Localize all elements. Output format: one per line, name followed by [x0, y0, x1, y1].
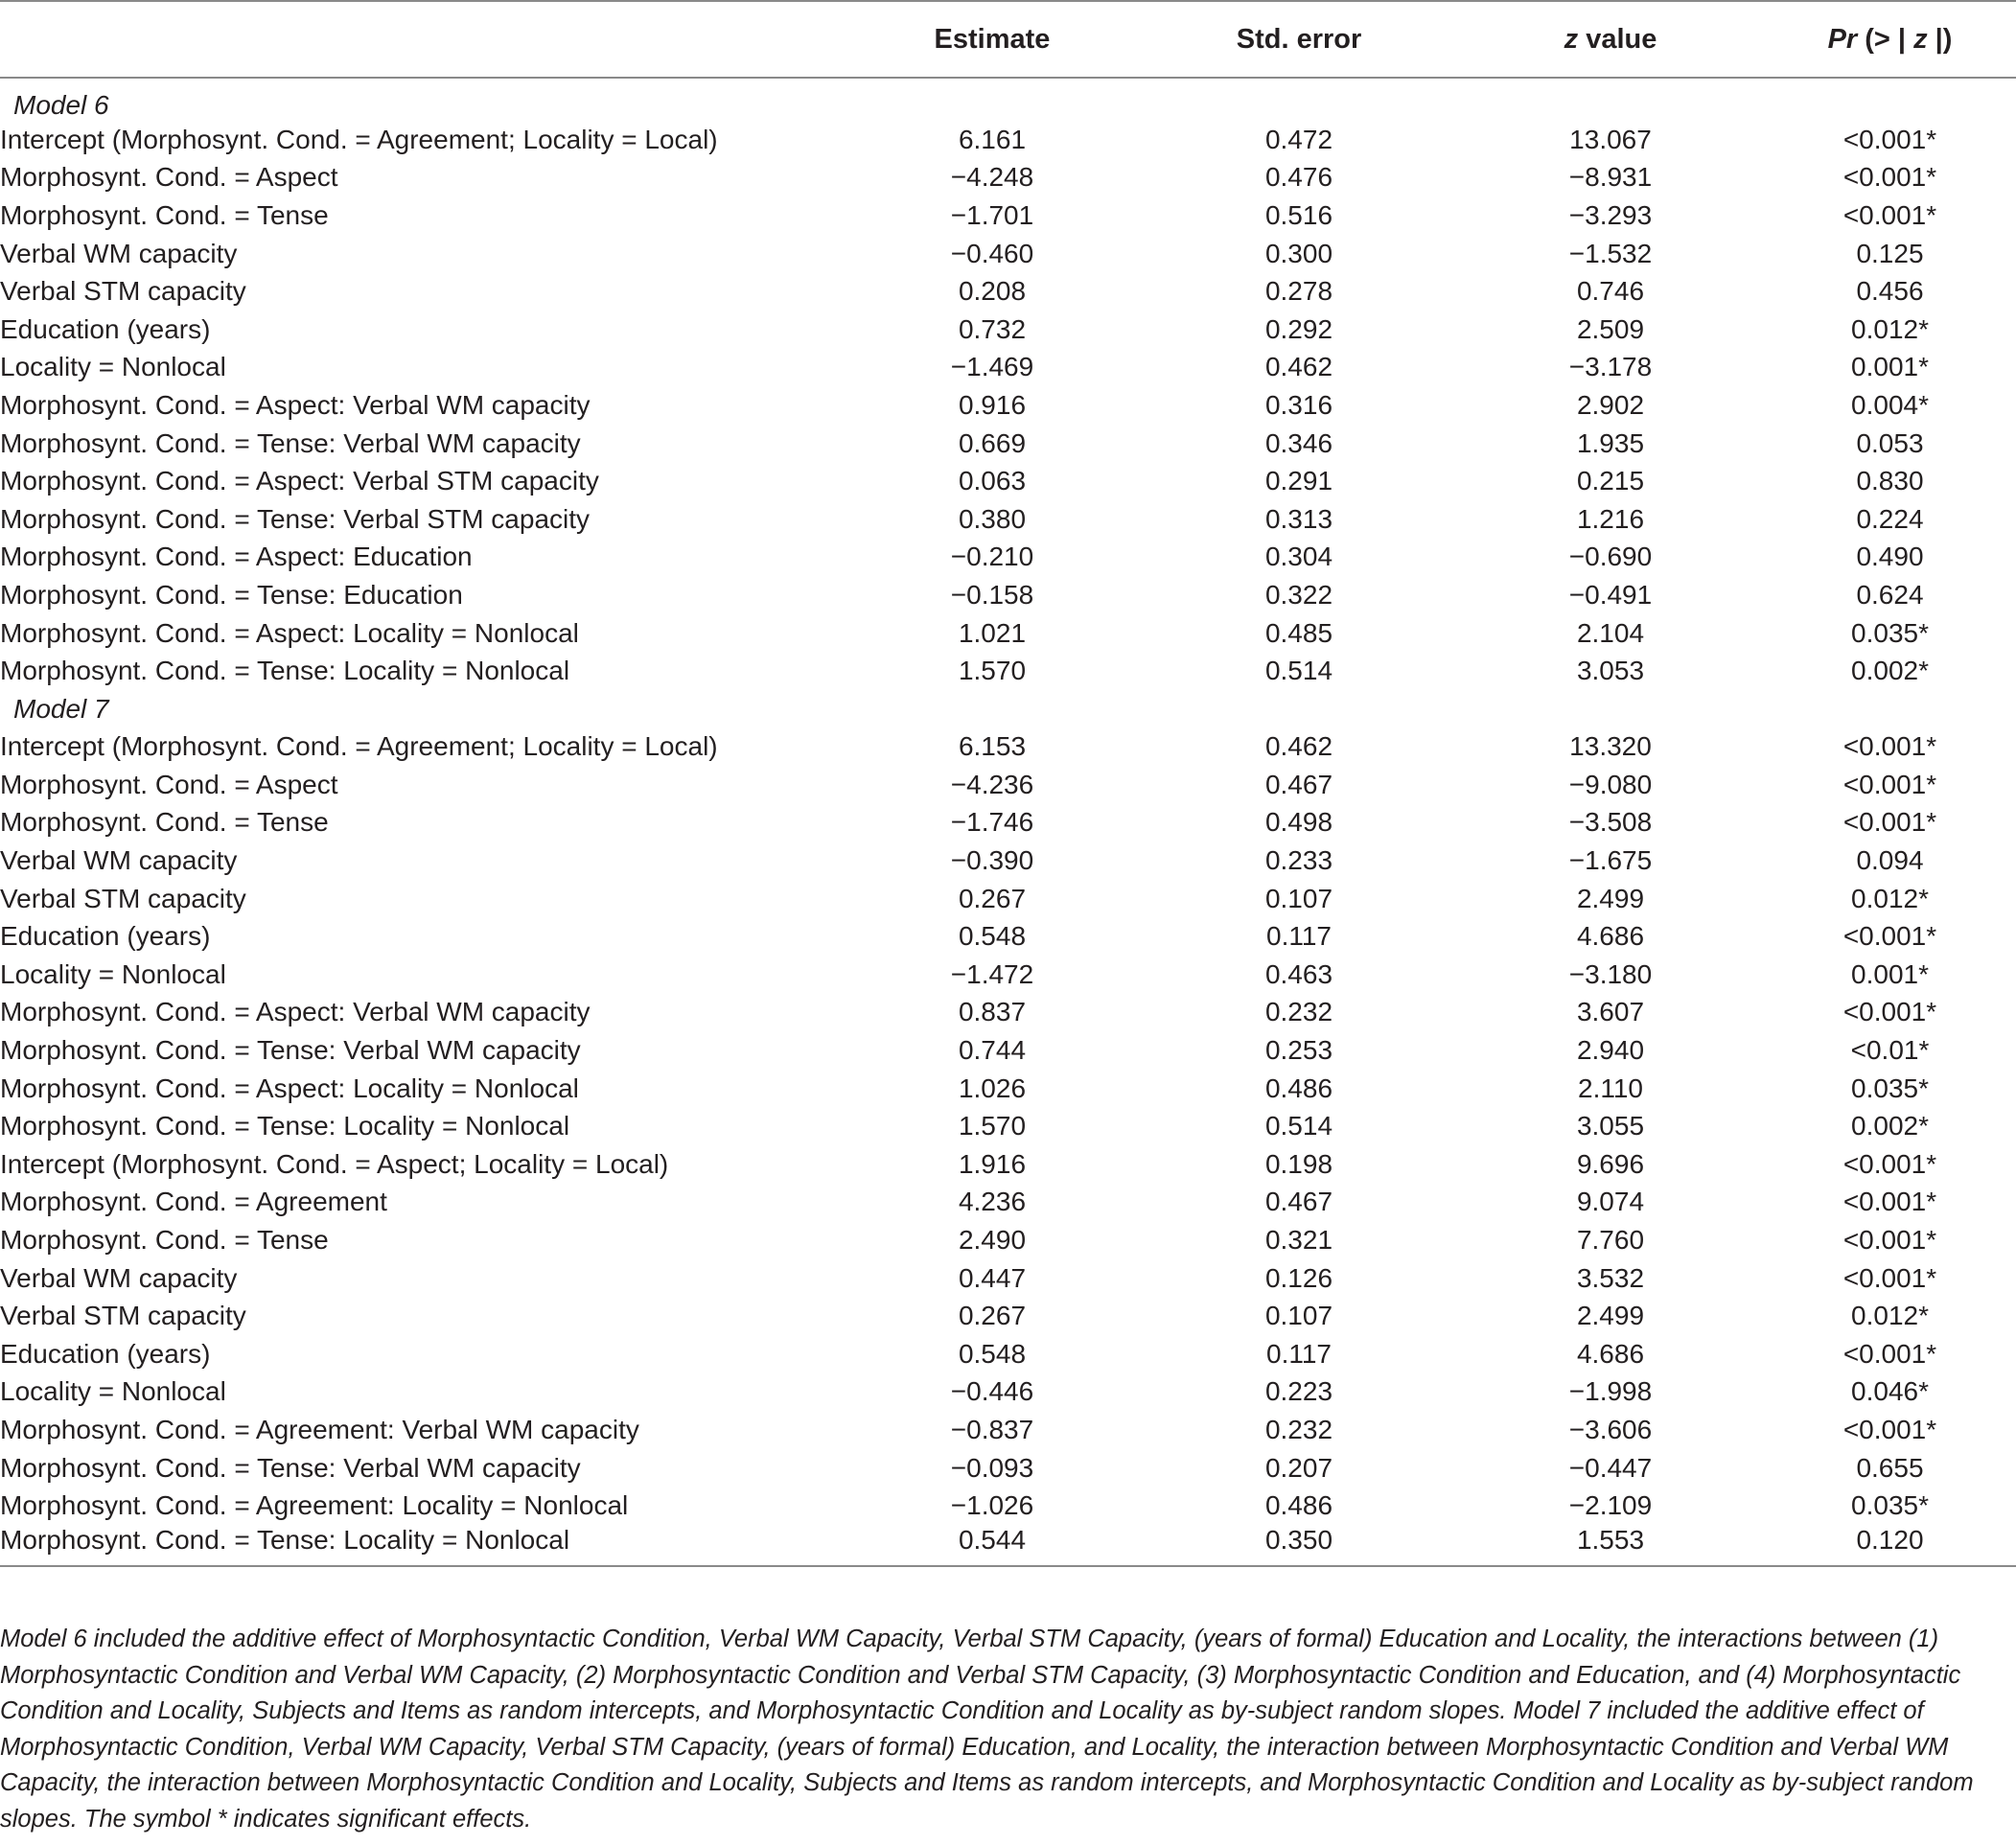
std-error-cell: 0.462 — [1264, 731, 1333, 762]
estimate-cell: 1.026 — [958, 1072, 1027, 1103]
term-cell: Morphosynt. Cond. = Tense: Education — [0, 579, 463, 610]
term-cell: Morphosynt. Cond. = Tense: Verbal WM capacity — [0, 427, 581, 458]
z-value-cell: −0.491 — [1568, 579, 1653, 610]
header-z-suffix: value — [1578, 23, 1657, 55]
term-cell: Morphosynt. Cond. = Tense: Locality = Nonlocal — [0, 1524, 570, 1555]
std-error-cell: 0.304 — [1264, 542, 1333, 572]
std-error-cell: 0.321 — [1264, 1225, 1333, 1256]
estimate-cell: −1.701 — [950, 199, 1034, 230]
p-value-cell: <0.001* — [1842, 1187, 1937, 1217]
std-error-cell: 0.253 — [1264, 1035, 1333, 1066]
estimate-cell: −4.236 — [950, 769, 1034, 799]
term-cell: Morphosynt. Cond. = Tense: Locality = Nonlocal — [0, 1111, 570, 1142]
p-value-cell: <0.001* — [1842, 162, 1937, 193]
estimate-cell: −0.837 — [950, 1414, 1034, 1444]
term-cell: Morphosynt. Cond. = Aspect — [0, 162, 338, 193]
z-value-cell: 0.746 — [1576, 276, 1645, 307]
std-error-cell: 0.291 — [1264, 466, 1333, 496]
std-error-cell: 0.117 — [1266, 921, 1332, 952]
term-cell: Education (years) — [0, 1338, 211, 1369]
z-value-cell: −3.508 — [1568, 807, 1653, 838]
estimate-cell: 0.544 — [958, 1524, 1027, 1555]
term-cell: Morphosynt. Cond. = Aspect: Education — [0, 542, 473, 572]
table-row — [0, 1031, 2016, 1070]
std-error-cell: 0.117 — [1266, 1338, 1332, 1369]
header-z-symbol: z — [1564, 23, 1579, 55]
z-value-cell: −2.109 — [1568, 1490, 1653, 1521]
p-value-cell: 0.125 — [1856, 238, 1924, 268]
std-error-cell: 0.107 — [1264, 1301, 1333, 1331]
std-error-cell: 0.126 — [1264, 1262, 1333, 1293]
table-header — [0, 1, 2016, 78]
table-row — [0, 196, 2016, 235]
term-cell: Morphosynt. Cond. = Aspect: Locality = Nonlocal — [0, 617, 579, 648]
p-value-cell: 0.053 — [1856, 427, 1924, 458]
estimate-cell: 0.837 — [958, 997, 1027, 1027]
header-p-pr: Pr — [1827, 23, 1858, 55]
z-value-cell: −1.675 — [1568, 845, 1653, 876]
estimate-cell: 0.916 — [958, 389, 1027, 420]
p-value-cell: <0.001* — [1842, 997, 1937, 1027]
estimate-cell: 0.267 — [958, 883, 1027, 913]
table-row — [0, 614, 2016, 653]
std-error-cell: 0.300 — [1264, 238, 1333, 268]
estimate-cell: −0.390 — [950, 845, 1034, 876]
estimate-cell: −1.026 — [950, 1490, 1034, 1521]
z-value-cell: 2.509 — [1576, 313, 1645, 344]
p-value-cell: 0.046* — [1851, 1376, 1929, 1407]
table-row — [0, 349, 2016, 387]
header-term — [0, 1, 844, 78]
table-row — [0, 1107, 2016, 1145]
z-value-cell: 2.499 — [1576, 883, 1645, 913]
term-cell: Intercept (Morphosynt. Cond. = Agreement; Locality = Local) — [0, 731, 718, 762]
z-value-cell: −3.293 — [1568, 199, 1653, 230]
z-value-cell: 1.553 — [1576, 1524, 1645, 1555]
table-row — [0, 1335, 2016, 1373]
term-cell: Locality = Nonlocal — [0, 1376, 226, 1407]
estimate-cell: 0.548 — [958, 921, 1027, 952]
p-value-cell: <0.001* — [1842, 124, 1937, 154]
estimate-cell: 0.208 — [958, 276, 1027, 307]
std-error-cell: 0.486 — [1264, 1490, 1333, 1521]
section-header-row — [0, 78, 2016, 121]
table-row — [0, 956, 2016, 994]
estimate-cell: −0.460 — [950, 238, 1034, 268]
z-value-cell: 2.940 — [1576, 1035, 1645, 1066]
section-label: Model 6 — [13, 90, 109, 120]
p-value-cell: 0.002* — [1851, 656, 1929, 686]
header-z-value — [1457, 1, 1764, 78]
z-value-cell: 2.110 — [1578, 1072, 1643, 1103]
table-row — [0, 425, 2016, 463]
p-value-cell: 0.490 — [1856, 542, 1924, 572]
term-cell: Morphosynt. Cond. = Agreement: Verbal WM capacity — [0, 1414, 639, 1444]
term-cell: Locality = Nonlocal — [0, 958, 226, 989]
estimate-cell: 6.161 — [958, 124, 1027, 154]
term-cell: Education (years) — [0, 313, 211, 344]
p-value-cell: 0.624 — [1856, 579, 1924, 610]
estimate-cell: −1.746 — [950, 807, 1034, 838]
p-value-cell: <0.001* — [1842, 1338, 1937, 1369]
table-row — [0, 728, 2016, 767]
term-cell: Morphosynt. Cond. = Aspect: Verbal WM capacity — [0, 389, 591, 420]
table-row — [0, 1297, 2016, 1335]
p-value-cell: 0.035* — [1851, 617, 1929, 648]
estimate-cell: 0.447 — [958, 1262, 1027, 1293]
header-p-close: |) — [1927, 23, 1953, 55]
p-value-cell: 0.830 — [1856, 466, 1924, 496]
table-row — [0, 1259, 2016, 1298]
z-value-cell: 3.055 — [1576, 1111, 1645, 1142]
p-value-cell: 0.012* — [1851, 883, 1929, 913]
table-row — [0, 159, 2016, 197]
z-value-cell: 13.067 — [1569, 124, 1652, 154]
table-bottom-rule — [0, 1565, 2016, 1567]
header-p-value — [1764, 1, 2016, 78]
p-value-cell: 0.012* — [1851, 1301, 1929, 1331]
term-cell: Morphosynt. Cond. = Tense — [0, 1225, 329, 1256]
std-error-cell: 0.472 — [1264, 124, 1333, 154]
term-cell: Intercept (Morphosynt. Cond. = Agreement; Locality = Local) — [0, 124, 718, 154]
z-value-cell: 7.760 — [1576, 1225, 1645, 1256]
table-row — [0, 500, 2016, 539]
p-value-cell: 0.655 — [1856, 1452, 1924, 1483]
estimate-cell: 6.153 — [958, 731, 1027, 762]
z-value-cell: 3.532 — [1576, 1262, 1645, 1293]
table-footnote: Model 6 included the additive effect of Morphosyntactic Condition, Verbal WM Capacity, Verbal STM Capacity, (years of formal) Education and Locality, the interactions between (1) Morphosyntactic Condition and Verbal WM Capacity, (2) Morphosyntactic Condition and Verbal STM Capacity, (3) Morphosyntactic Condition and Education, and (4) Morphosyntactic Condition and Locality, Subjects and Items as random intercepts, and Morphosyntactic Condition and Locality as by-subject random slopes. Model 7 included the additive effect of Morphosyntactic Condition, Verbal WM Capacity, Verbal STM Capacity, (years of formal) Education, and Locality, the interaction between Morphosyntactic Condition and Verbal WM Capacity, the interaction between Morphosyntactic Condition and Locality, Subjects and Items as random intercepts, and Morphosyntactic Condition and Locality as by-subject random slopes. The symbol * indicates significant effects. — [0, 1626, 1974, 1833]
z-value-cell: 4.686 — [1576, 921, 1645, 952]
term-cell: Verbal WM capacity — [0, 1262, 238, 1293]
table-row — [0, 576, 2016, 614]
header-estimate: Estimate — [844, 1, 1141, 78]
p-value-cell: <0.01* — [1850, 1035, 1930, 1066]
std-error-cell: 0.198 — [1264, 1148, 1333, 1179]
p-value-cell: <0.001* — [1842, 1225, 1937, 1256]
table-row — [0, 462, 2016, 500]
estimate-cell: −0.210 — [950, 542, 1034, 572]
p-value-cell: 0.094 — [1856, 845, 1924, 876]
z-value-cell: −8.931 — [1568, 162, 1653, 193]
std-error-cell: 0.316 — [1264, 389, 1333, 420]
term-cell: Verbal STM capacity — [0, 883, 246, 913]
std-error-cell: 0.233 — [1264, 845, 1333, 876]
term-cell: Education (years) — [0, 921, 211, 952]
std-error-cell: 0.232 — [1264, 997, 1333, 1027]
std-error-cell: 0.514 — [1264, 1111, 1333, 1142]
estimate-cell: 0.063 — [958, 466, 1027, 496]
estimate-cell: −1.469 — [950, 352, 1034, 382]
table-row — [0, 652, 2016, 690]
term-cell: Locality = Nonlocal — [0, 352, 226, 382]
term-cell: Verbal STM capacity — [0, 1301, 246, 1331]
std-error-cell: 0.462 — [1264, 352, 1333, 382]
std-error-cell: 0.486 — [1264, 1072, 1333, 1103]
p-value-cell: <0.001* — [1842, 769, 1937, 799]
section-label: Model 7 — [13, 693, 109, 724]
std-error-cell: 0.313 — [1264, 503, 1333, 534]
table-row — [0, 1449, 2016, 1488]
p-value-cell: 0.120 — [1856, 1524, 1924, 1555]
table-row — [0, 1373, 2016, 1412]
estimate-cell: −4.248 — [950, 162, 1034, 193]
p-value-cell: 0.001* — [1851, 958, 1929, 989]
p-value-cell: 0.012* — [1851, 313, 1929, 344]
table-row — [0, 1221, 2016, 1259]
estimate-cell: 0.669 — [958, 427, 1027, 458]
std-error-cell: 0.516 — [1264, 199, 1333, 230]
z-value-cell: 9.074 — [1576, 1187, 1645, 1217]
estimate-cell: −0.446 — [950, 1376, 1034, 1407]
z-value-cell: −0.690 — [1568, 542, 1653, 572]
estimate-cell: 4.236 — [958, 1187, 1027, 1217]
table-row — [0, 1184, 2016, 1222]
table-row — [0, 235, 2016, 273]
p-value-cell: 0.224 — [1856, 503, 1924, 534]
std-error-cell: 0.467 — [1264, 769, 1333, 799]
z-value-cell: −1.998 — [1568, 1376, 1653, 1407]
table-row — [0, 121, 2016, 159]
table-row — [0, 311, 2016, 349]
p-value-cell: <0.001* — [1842, 199, 1937, 230]
estimate-cell: 1.570 — [958, 1111, 1027, 1142]
std-error-cell: 0.463 — [1264, 958, 1333, 989]
estimate-cell: 1.021 — [958, 617, 1027, 648]
std-error-cell: 0.292 — [1264, 313, 1333, 344]
p-value-cell: <0.001* — [1842, 807, 1937, 838]
z-value-cell: 2.104 — [1576, 617, 1645, 648]
term-cell: Verbal WM capacity — [0, 845, 238, 876]
std-error-cell: 0.278 — [1264, 276, 1333, 307]
z-value-cell: −1.532 — [1568, 238, 1653, 268]
term-cell: Verbal STM capacity — [0, 276, 246, 307]
p-value-cell: <0.001* — [1842, 1148, 1937, 1179]
std-error-cell: 0.476 — [1264, 162, 1333, 193]
z-value-cell: 13.320 — [1569, 731, 1652, 762]
std-error-cell: 0.207 — [1264, 1452, 1333, 1483]
p-value-cell: 0.035* — [1851, 1490, 1929, 1521]
table-row — [0, 804, 2016, 842]
estimate-cell: 0.267 — [958, 1301, 1027, 1331]
header-p-open: (> | — [1857, 23, 1914, 55]
p-value-cell: <0.001* — [1842, 921, 1937, 952]
estimate-cell: 0.732 — [958, 313, 1027, 344]
z-value-cell: 3.053 — [1576, 656, 1645, 686]
header-row — [0, 1, 2016, 78]
term-cell: Morphosynt. Cond. = Tense: Verbal WM capacity — [0, 1035, 581, 1066]
z-value-cell: 2.499 — [1576, 1301, 1645, 1331]
term-cell: Morphosynt. Cond. = Aspect: Locality = Nonlocal — [0, 1072, 579, 1103]
std-error-cell: 0.514 — [1264, 656, 1333, 686]
section-header-row — [0, 690, 2016, 728]
table-row — [0, 1145, 2016, 1184]
z-value-cell: 1.935 — [1576, 427, 1645, 458]
p-value-cell: <0.001* — [1842, 1262, 1937, 1293]
table-row — [0, 272, 2016, 311]
table-row — [0, 1487, 2016, 1525]
term-cell: Morphosynt. Cond. = Aspect — [0, 769, 338, 799]
z-value-cell: 0.215 — [1576, 466, 1645, 496]
z-value-cell: 4.686 — [1576, 1338, 1645, 1369]
table-body — [0, 78, 2016, 1565]
table-row — [0, 880, 2016, 918]
p-value-cell: <0.001* — [1842, 1414, 1937, 1444]
z-value-cell: −3.180 — [1568, 958, 1653, 989]
table-row — [0, 1411, 2016, 1449]
std-error-cell: 0.467 — [1264, 1187, 1333, 1217]
estimate-cell: 1.570 — [958, 656, 1027, 686]
std-error-cell: 0.346 — [1264, 427, 1333, 458]
std-error-cell: 0.107 — [1264, 883, 1333, 913]
header-std-error: Std. error — [1141, 1, 1457, 78]
p-value-cell: 0.001* — [1851, 352, 1929, 382]
estimate-cell: −0.158 — [950, 579, 1034, 610]
table-row — [0, 1070, 2016, 1108]
std-error-cell: 0.322 — [1264, 579, 1333, 610]
estimate-cell: 2.490 — [958, 1225, 1027, 1256]
table-row — [0, 766, 2016, 804]
std-error-cell: 0.350 — [1264, 1524, 1333, 1555]
term-cell: Intercept (Morphosynt. Cond. = Aspect; Locality = Local) — [0, 1148, 669, 1179]
std-error-cell: 0.223 — [1264, 1376, 1333, 1407]
p-value-cell: 0.456 — [1856, 276, 1924, 307]
table-row — [0, 917, 2016, 956]
term-cell: Morphosynt. Cond. = Tense: Locality = Nonlocal — [0, 656, 570, 686]
z-value-cell: −9.080 — [1568, 769, 1653, 799]
estimate-cell: −0.093 — [950, 1452, 1034, 1483]
table-row — [0, 386, 2016, 425]
p-value-cell: 0.002* — [1851, 1111, 1929, 1142]
header-p-z: z — [1913, 23, 1928, 55]
term-cell: Morphosynt. Cond. = Tense — [0, 199, 329, 230]
estimate-cell: 1.916 — [958, 1148, 1027, 1179]
term-cell: Morphosynt. Cond. = Tense — [0, 807, 329, 838]
term-cell: Morphosynt. Cond. = Tense: Verbal WM capacity — [0, 1452, 581, 1483]
table-row — [0, 994, 2016, 1032]
p-value-cell: 0.004* — [1851, 389, 1929, 420]
table-row — [0, 842, 2016, 880]
estimate-cell: 0.744 — [958, 1035, 1027, 1066]
estimate-cell: −1.472 — [950, 958, 1034, 989]
z-value-cell: −0.447 — [1568, 1452, 1653, 1483]
term-cell: Morphosynt. Cond. = Aspect: Verbal STM capacity — [0, 466, 599, 496]
table-row — [0, 1525, 2016, 1565]
z-value-cell: −3.178 — [1568, 352, 1653, 382]
table-row — [0, 539, 2016, 577]
z-value-cell: −3.606 — [1568, 1414, 1653, 1444]
estimate-cell: 0.380 — [958, 503, 1027, 534]
estimate-cell: 0.548 — [958, 1338, 1027, 1369]
z-value-cell: 1.216 — [1576, 503, 1645, 534]
term-cell: Morphosynt. Cond. = Agreement — [0, 1187, 387, 1217]
z-value-cell: 3.607 — [1576, 997, 1645, 1027]
z-value-cell: 2.902 — [1576, 389, 1645, 420]
term-cell: Morphosynt. Cond. = Tense: Verbal STM capacity — [0, 503, 591, 534]
term-cell: Verbal WM capacity — [0, 238, 238, 268]
std-error-cell: 0.498 — [1264, 807, 1333, 838]
std-error-cell: 0.485 — [1264, 617, 1333, 648]
std-error-cell: 0.232 — [1264, 1414, 1333, 1444]
p-value-cell: 0.035* — [1851, 1072, 1929, 1103]
z-value-cell: 9.696 — [1576, 1148, 1645, 1179]
p-value-cell: <0.001* — [1842, 731, 1937, 762]
term-cell: Morphosynt. Cond. = Aspect: Verbal WM capacity — [0, 997, 591, 1027]
term-cell: Morphosynt. Cond. = Agreement: Locality = Nonlocal — [0, 1490, 629, 1521]
